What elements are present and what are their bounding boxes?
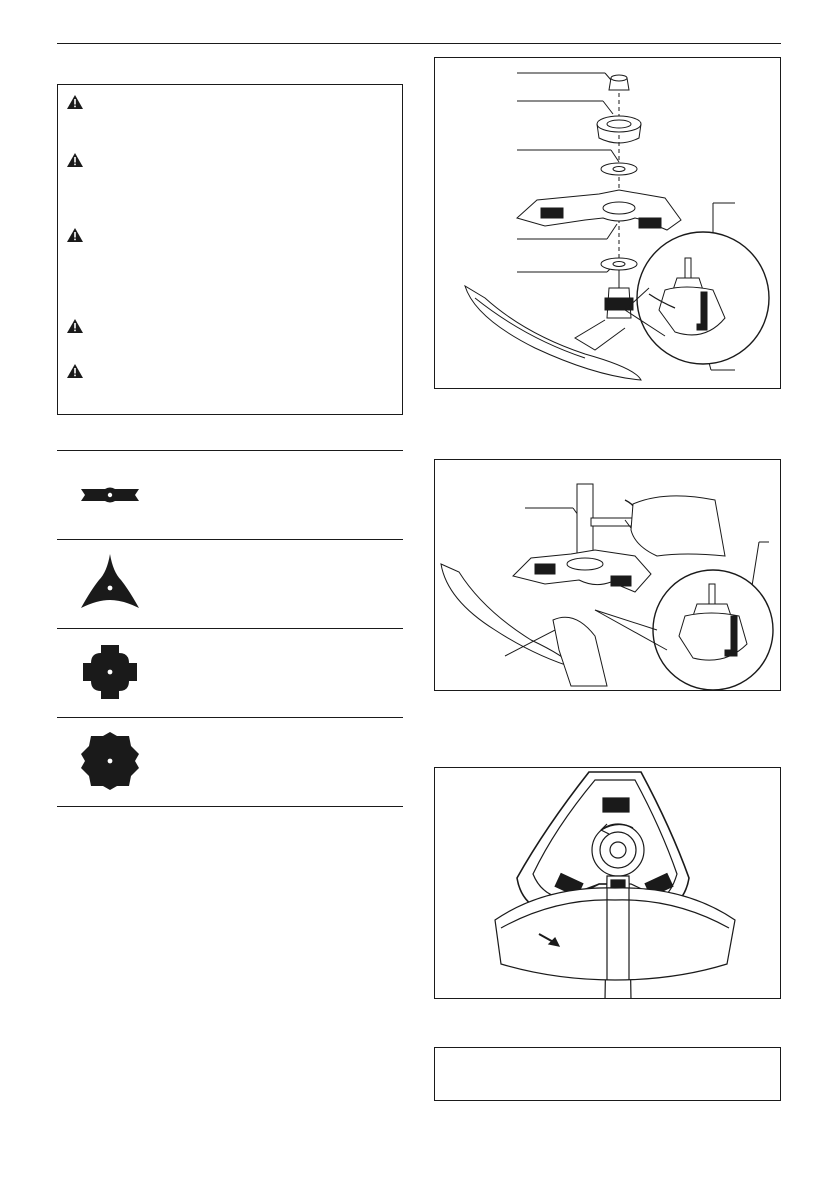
blade-assembly-figure xyxy=(434,57,781,389)
three-tooth-blade-icon xyxy=(77,550,143,616)
blade-rotation-figure xyxy=(434,767,781,999)
table-rule xyxy=(57,717,403,718)
warning-triangle-icon xyxy=(67,153,83,167)
table-rule xyxy=(57,450,403,451)
warning-triangle-icon xyxy=(67,364,83,378)
warning-box xyxy=(57,84,403,415)
warning-triangle-icon xyxy=(67,228,83,242)
two-tooth-blade-icon xyxy=(77,462,143,528)
table-rule xyxy=(57,806,403,807)
blade-nut-wrench-figure xyxy=(435,460,781,691)
blade-wrench-figure xyxy=(434,459,781,691)
table-rule xyxy=(57,539,403,540)
blade-rotation-direction-figure xyxy=(435,768,781,999)
table-rule xyxy=(57,628,403,629)
eight-tooth-blade-icon xyxy=(77,728,143,794)
warning-triangle-icon xyxy=(67,319,83,333)
four-tooth-blade-icon xyxy=(77,639,143,705)
warning-triangle-icon xyxy=(67,95,83,109)
note-box xyxy=(434,1047,781,1101)
blade-assembly-exploded-figure xyxy=(435,58,781,389)
header-rule xyxy=(57,43,781,44)
